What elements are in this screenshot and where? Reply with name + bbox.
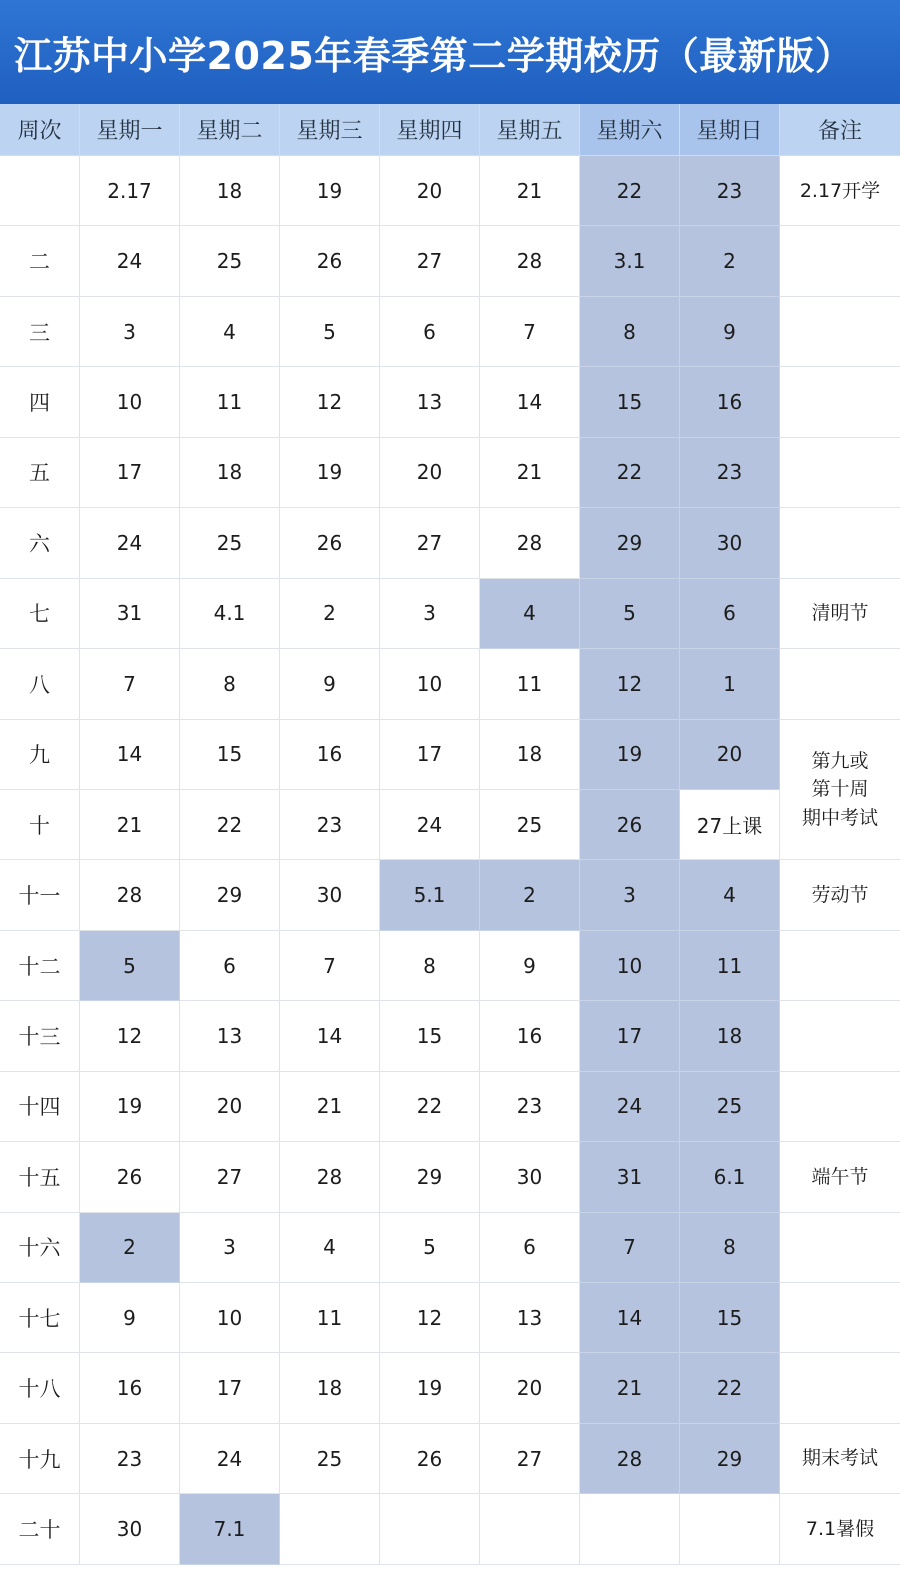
day-cell-tue: 25 [180,508,280,578]
day-cell-mon: 10 [80,367,180,437]
day-cell-mon: 30 [80,1494,180,1564]
day-cell-wed: 23 [280,790,380,860]
header-sunday: 星期日 [680,104,780,156]
day-cell-mon: 2.17 [80,156,180,226]
day-cell-thu: 12 [380,1283,480,1353]
day-cell-tue: 27 [180,1142,280,1212]
day-cell-thu [380,1494,480,1564]
day-cell-wed: 16 [280,720,380,790]
note-cell [780,367,900,437]
day-cell-fri: 6 [480,1213,580,1283]
note-cell [780,1283,900,1353]
day-cell-sat [580,1494,680,1564]
day-cell-mon: 31 [80,579,180,649]
day-cell-thu: 5.1 [380,860,480,930]
day-cell-sat: 3.1 [580,226,680,296]
day-cell-mon: 5 [80,931,180,1001]
day-cell-thu: 26 [380,1424,480,1494]
day-cell-sun: 6 [680,579,780,649]
week-number-cell: 二 [0,226,80,296]
day-cell-mon: 24 [80,226,180,296]
midterm-note-cell: 第九或 第十周 期中考试 [780,720,900,861]
day-cell-fri: 20 [480,1353,580,1423]
day-cell-sat: 31 [580,1142,680,1212]
day-cell-tue: 18 [180,438,280,508]
day-cell-mon: 9 [80,1283,180,1353]
week-number-cell: 六 [0,508,80,578]
week-number-cell: 十九 [0,1424,80,1494]
week-number-cell: 三 [0,297,80,367]
day-cell-sun: 22 [680,1353,780,1423]
day-cell-sun: 2 [680,226,780,296]
week-number-cell: 九 [0,720,80,790]
day-cell-tue: 11 [180,367,280,437]
day-cell-fri: 11 [480,649,580,719]
day-cell-tue: 29 [180,860,280,930]
day-cell-mon: 2 [80,1213,180,1283]
day-cell-fri: 21 [480,438,580,508]
day-cell-mon: 21 [80,790,180,860]
day-cell-tue: 7.1 [180,1494,280,1564]
day-cell-mon: 23 [80,1424,180,1494]
day-cell-sat: 3 [580,860,680,930]
note-cell: 7.1暑假 [780,1494,900,1564]
day-cell-thu: 27 [380,226,480,296]
day-cell-thu: 20 [380,156,480,226]
day-cell-wed [280,1494,380,1564]
day-cell-wed: 28 [280,1142,380,1212]
note-cell [780,1001,900,1071]
day-cell-fri: 13 [480,1283,580,1353]
note-cell [780,1353,900,1423]
day-cell-sat: 10 [580,931,680,1001]
day-cell-sun: 4 [680,860,780,930]
day-cell-tue: 20 [180,1072,280,1142]
day-cell-sat: 28 [580,1424,680,1494]
day-cell-tue: 24 [180,1424,280,1494]
day-cell-wed: 12 [280,367,380,437]
day-cell-wed: 19 [280,438,380,508]
day-cell-mon: 17 [80,438,180,508]
day-cell-sun: 8 [680,1213,780,1283]
week-number-cell: 十二 [0,931,80,1001]
day-cell-tue: 15 [180,720,280,790]
day-cell-wed: 21 [280,1072,380,1142]
day-cell-sat: 24 [580,1072,680,1142]
day-cell-tue: 6 [180,931,280,1001]
day-cell-sat: 14 [580,1283,680,1353]
day-cell-wed: 2 [280,579,380,649]
week-number-cell: 十一 [0,860,80,930]
week-number-cell: 十三 [0,1001,80,1071]
header-thursday: 星期四 [380,104,480,156]
week-number-cell: 二十 [0,1494,80,1564]
note-cell: 清明节 [780,579,900,649]
day-cell-sat: 12 [580,649,680,719]
day-cell-wed: 30 [280,860,380,930]
day-cell-sun: 25 [680,1072,780,1142]
day-cell-mon: 24 [80,508,180,578]
day-cell-sat: 29 [580,508,680,578]
day-cell-tue: 10 [180,1283,280,1353]
day-cell-sat: 8 [580,297,680,367]
day-cell-thu: 5 [380,1213,480,1283]
day-cell-sat: 15 [580,367,680,437]
day-cell-sun: 1 [680,649,780,719]
day-cell-sat: 22 [580,438,680,508]
day-cell-sun: 23 [680,438,780,508]
day-cell-wed: 26 [280,226,380,296]
day-cell-fri: 25 [480,790,580,860]
day-cell-sun [680,1494,780,1564]
week-number-cell: 十五 [0,1142,80,1212]
day-cell-tue: 13 [180,1001,280,1071]
day-cell-wed: 19 [280,156,380,226]
day-cell-fri: 21 [480,156,580,226]
header-saturday: 星期六 [580,104,680,156]
day-cell-mon: 19 [80,1072,180,1142]
header-notes: 备注 [780,104,900,156]
week-number-cell: 十六 [0,1213,80,1283]
day-cell-thu: 10 [380,649,480,719]
day-cell-fri: 14 [480,367,580,437]
day-cell-sat: 5 [580,579,680,649]
week-number-cell [0,156,80,226]
note-cell [780,931,900,1001]
day-cell-wed: 11 [280,1283,380,1353]
note-cell [780,1213,900,1283]
page-title: 江苏中小学2025年春季第二学期校历（最新版） [14,33,854,78]
calendar-table [0,104,900,1565]
day-cell-sat: 26 [580,790,680,860]
day-cell-sun: 15 [680,1283,780,1353]
day-cell-sun: 11 [680,931,780,1001]
day-cell-sat: 19 [580,720,680,790]
day-cell-tue: 18 [180,156,280,226]
note-cell: 期末考试 [780,1424,900,1494]
day-cell-fri: 28 [480,226,580,296]
header-week: 周次 [0,104,80,156]
day-cell-sat: 7 [580,1213,680,1283]
day-cell-thu: 8 [380,931,480,1001]
day-cell-mon: 7 [80,649,180,719]
day-cell-fri: 2 [480,860,580,930]
day-cell-thu: 27 [380,508,480,578]
note-cell [780,226,900,296]
day-cell-thu: 13 [380,367,480,437]
day-cell-wed: 5 [280,297,380,367]
day-cell-sun: 23 [680,156,780,226]
day-cell-thu: 20 [380,438,480,508]
day-cell-tue: 3 [180,1213,280,1283]
day-cell-fri: 27 [480,1424,580,1494]
day-cell-thu: 22 [380,1072,480,1142]
day-cell-tue: 4 [180,297,280,367]
day-cell-sat: 22 [580,156,680,226]
day-cell-mon: 14 [80,720,180,790]
day-cell-wed: 4 [280,1213,380,1283]
note-cell [780,1072,900,1142]
day-cell-thu: 6 [380,297,480,367]
day-cell-thu: 15 [380,1001,480,1071]
day-cell-sun: 9 [680,297,780,367]
day-cell-fri: 28 [480,508,580,578]
week-number-cell: 四 [0,367,80,437]
day-cell-fri: 4 [480,579,580,649]
day-cell-sun: 29 [680,1424,780,1494]
week-number-cell: 十八 [0,1353,80,1423]
day-cell-tue: 25 [180,226,280,296]
day-cell-wed: 26 [280,508,380,578]
note-cell [780,438,900,508]
day-cell-fri: 30 [480,1142,580,1212]
day-cell-thu: 29 [380,1142,480,1212]
header-wednesday: 星期三 [280,104,380,156]
day-cell-fri: 18 [480,720,580,790]
note-cell [780,649,900,719]
day-cell-tue: 8 [180,649,280,719]
week-number-cell: 八 [0,649,80,719]
week-number-cell: 十七 [0,1283,80,1353]
day-cell-sun: 6.1 [680,1142,780,1212]
day-cell-thu: 3 [380,579,480,649]
day-cell-tue: 4.1 [180,579,280,649]
title-bar [0,0,900,104]
day-cell-mon: 16 [80,1353,180,1423]
day-cell-wed: 14 [280,1001,380,1071]
note-cell: 端午节 [780,1142,900,1212]
header-friday: 星期五 [480,104,580,156]
day-cell-sun: 30 [680,508,780,578]
week-number-cell: 七 [0,579,80,649]
day-cell-fri [480,1494,580,1564]
day-cell-tue: 22 [180,790,280,860]
day-cell-fri: 16 [480,1001,580,1071]
header-tuesday: 星期二 [180,104,280,156]
note-cell: 劳动节 [780,860,900,930]
note-cell: 2.17开学 [780,156,900,226]
day-cell-thu: 19 [380,1353,480,1423]
day-cell-wed: 18 [280,1353,380,1423]
day-cell-fri: 9 [480,931,580,1001]
day-cell-mon: 12 [80,1001,180,1071]
header-monday: 星期一 [80,104,180,156]
week-number-cell: 五 [0,438,80,508]
note-cell [780,297,900,367]
note-cell [780,508,900,578]
day-cell-fri: 23 [480,1072,580,1142]
day-cell-sun: 16 [680,367,780,437]
day-cell-sun: 27上课 [680,790,780,860]
day-cell-tue: 17 [180,1353,280,1423]
day-cell-mon: 3 [80,297,180,367]
week-number-cell: 十四 [0,1072,80,1142]
day-cell-thu: 17 [380,720,480,790]
day-cell-sun: 18 [680,1001,780,1071]
week-number-cell: 十 [0,790,80,860]
day-cell-thu: 24 [380,790,480,860]
day-cell-sat: 17 [580,1001,680,1071]
day-cell-mon: 26 [80,1142,180,1212]
day-cell-mon: 28 [80,860,180,930]
day-cell-wed: 9 [280,649,380,719]
day-cell-wed: 7 [280,931,380,1001]
day-cell-sun: 20 [680,720,780,790]
day-cell-fri: 7 [480,297,580,367]
day-cell-wed: 25 [280,1424,380,1494]
day-cell-sat: 21 [580,1353,680,1423]
